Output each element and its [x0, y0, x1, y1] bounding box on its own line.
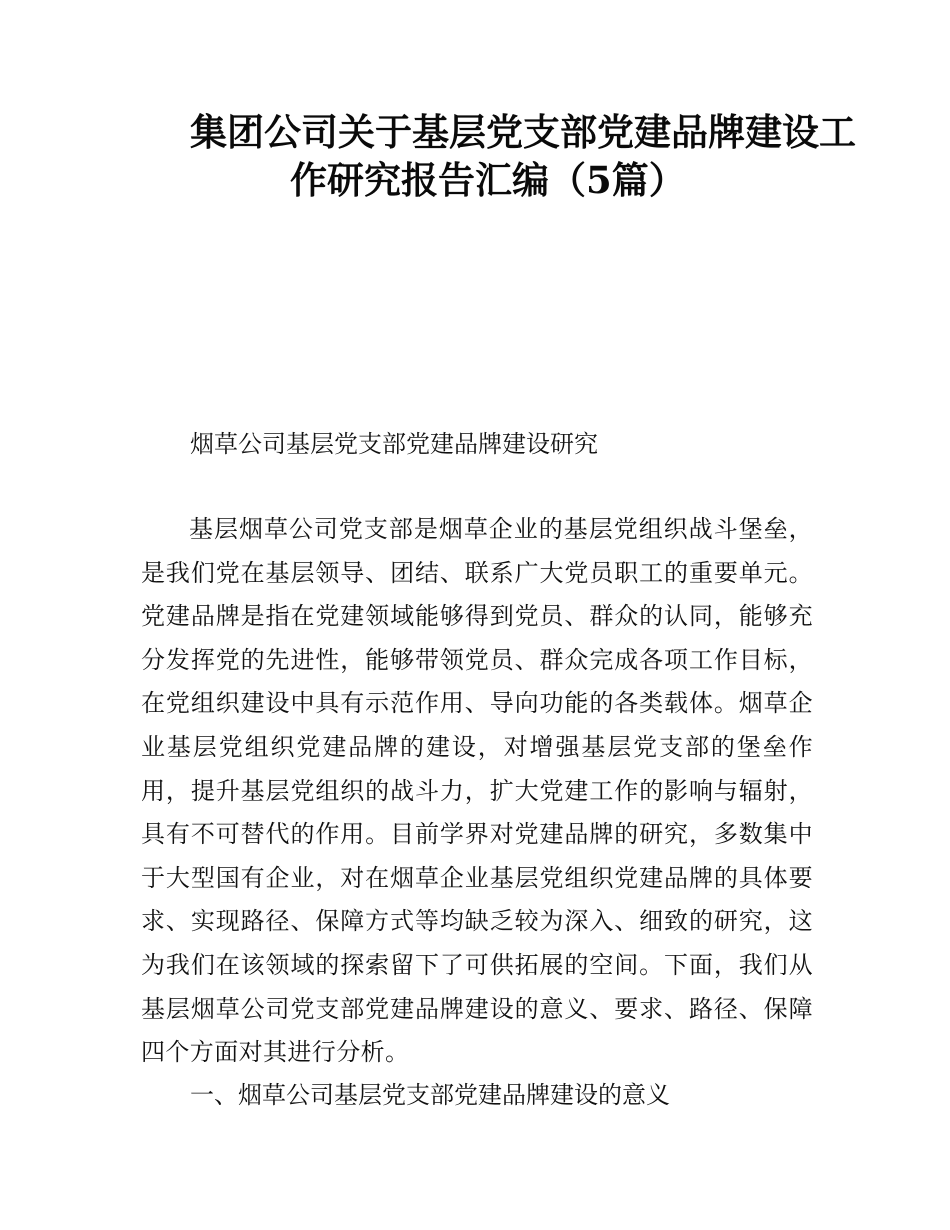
- document-title-line-1: 集团公司关于基层党支部党建品牌建设工: [190, 110, 856, 154]
- document-title: [140, 108, 856, 204]
- section-heading: 一、烟草公司基层党支部党建品牌建设的意义: [190, 1081, 670, 1109]
- body-paragraph: 基层烟草公司党支部是烟草企业的基层党组织战斗堡垒，是我们党在基层领导、团结、联系广大党员职工的重要单元。党建品牌是指在党建领域能够得到党员、群众的认同，能够充分发挥党的先进性，能够带领党员、群众完成各项工作目标，在党组织建设中具有示范作用、导向功能的各类载体。烟草企业基层党组织党建品牌的建设，对增强基层党支部的堡垒作用，提升基层党组织的战斗力，扩大党建工作的影响与辐射，具有不可替代的作用。目前学界对党建品牌的研究，多数集中于大型国有企业，对在烟草企业基层党组织党建品牌的具体要求、实现路径、保障方式等均缺乏较为深入、细致的研究，这为我们在该领域的探索留下了可供拓展的空间。下面，我们从基层烟草公司党支部党建品牌建设的意义、要求、路径、保障四个方面对其进行分析。: [141, 515, 813, 1067]
- document-title-line-2: 作研究报告汇编（5篇）: [290, 158, 686, 202]
- article-title: 烟草公司基层党支部党建品牌建设研究: [190, 430, 598, 458]
